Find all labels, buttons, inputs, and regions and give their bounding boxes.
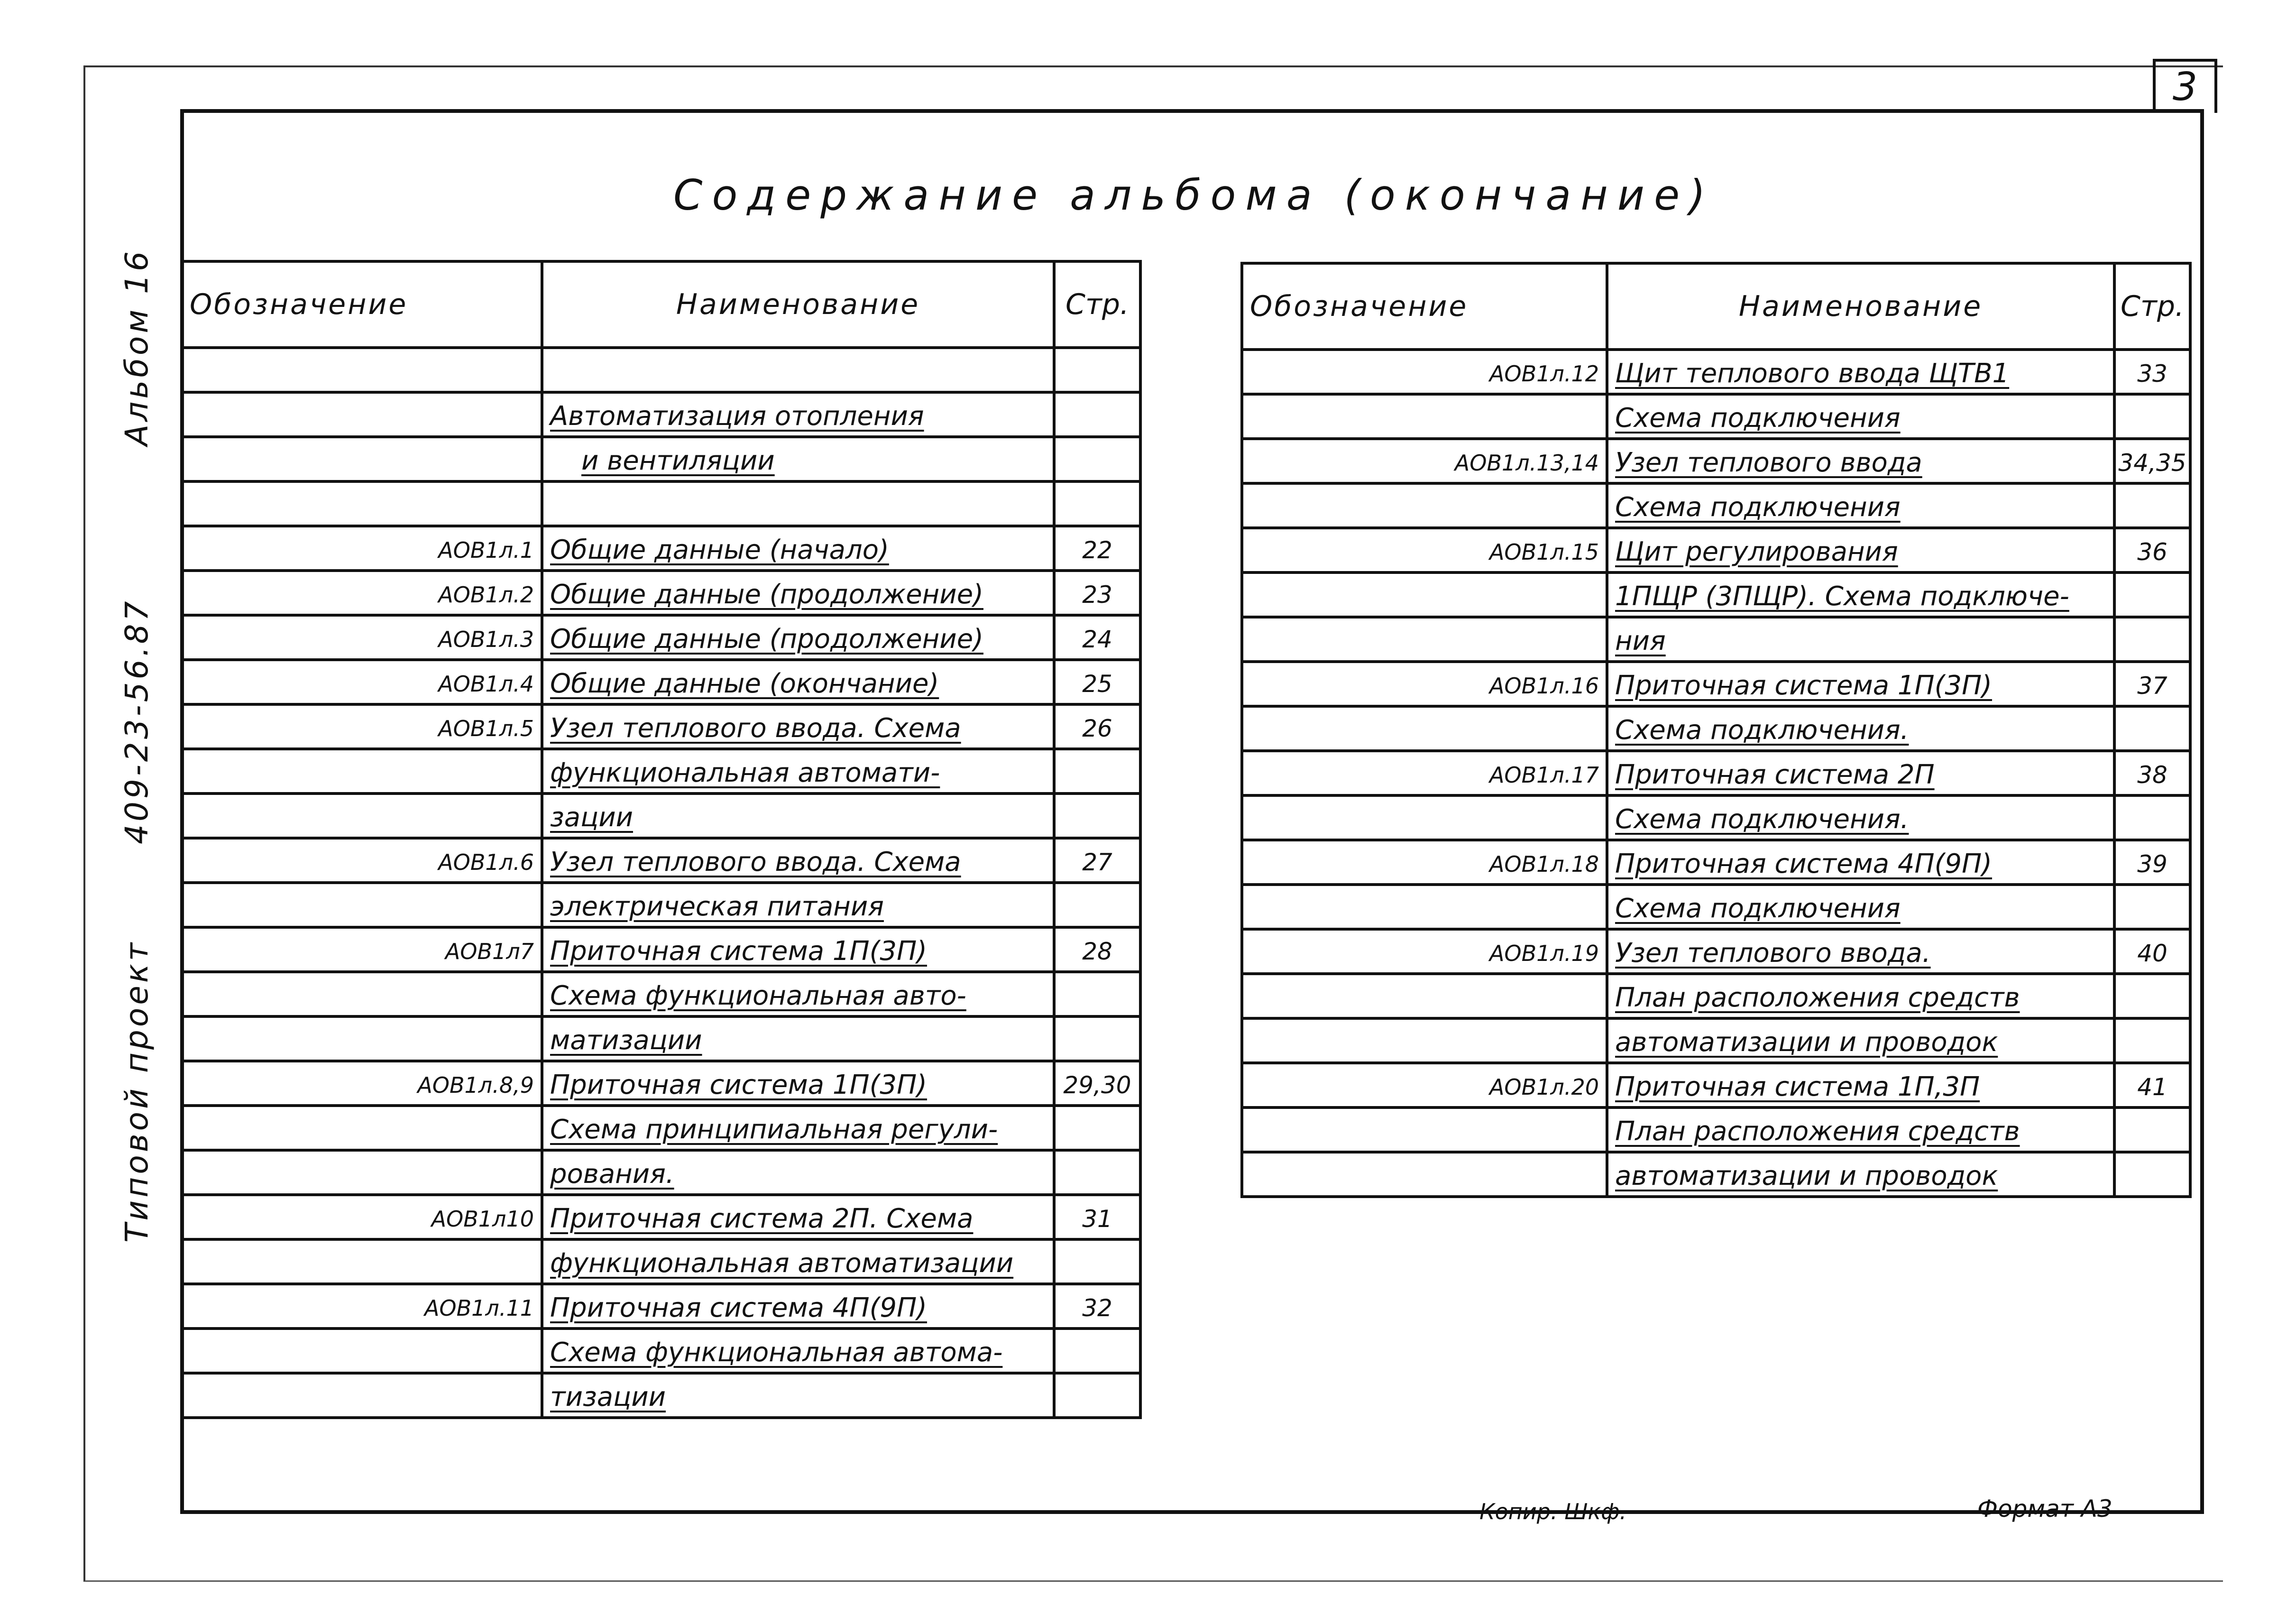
row-name: Приточная система 1П(3П) — [1607, 662, 2114, 706]
row-designation: АОВ1л.16 — [1242, 662, 1607, 706]
table-row — [182, 749, 1140, 794]
table-header-row — [1242, 263, 2190, 350]
row-name: ния — [1607, 617, 2114, 662]
table-row — [182, 1373, 1140, 1418]
row-page — [1054, 1373, 1140, 1418]
row-designation: АОВ1л.2 — [182, 571, 542, 615]
row-designation — [182, 1150, 542, 1195]
table-row — [182, 571, 1140, 615]
table-row — [182, 437, 1140, 481]
table-row — [182, 1239, 1140, 1284]
row-page: 29,30 — [1054, 1061, 1140, 1106]
header-designation: Обозначение — [182, 261, 542, 348]
row-designation — [1242, 706, 1607, 751]
row-page — [1054, 1016, 1140, 1061]
row-designation: АОВ1л.19 — [1242, 929, 1607, 974]
header-name: Наименование — [1607, 263, 2114, 350]
side-label-project: Типовой проект — [119, 940, 155, 1243]
row-page: 39 — [2114, 840, 2190, 885]
row-designation: АОВ1л.17 — [1242, 751, 1607, 795]
table-row — [1242, 617, 2190, 662]
row-name: Общие данные (продолжение) — [542, 615, 1054, 660]
row-name: Общие данные (продолжение) — [542, 571, 1054, 615]
row-page — [1054, 1150, 1140, 1195]
row-name: Узел теплового ввода. Схема — [542, 704, 1054, 749]
table-row — [182, 615, 1140, 660]
row-page — [2114, 1152, 2190, 1197]
header-page: Стр. — [2114, 263, 2190, 350]
table-row — [1242, 795, 2190, 840]
row-page: 33 — [2114, 350, 2190, 394]
row-name: функциональная автоматизации — [542, 1239, 1054, 1284]
row-designation: АОВ1л.11 — [182, 1284, 542, 1329]
row-page: 36 — [2114, 528, 2190, 572]
row-page — [1054, 1106, 1140, 1150]
row-designation: АОВ1л.12 — [1242, 350, 1607, 394]
row-designation: АОВ1л.8,9 — [182, 1061, 542, 1106]
row-page: 37 — [2114, 662, 2190, 706]
header-page: Стр. — [1054, 261, 1140, 348]
row-page: 31 — [1054, 1195, 1140, 1239]
row-designation — [1242, 1018, 1607, 1063]
row-page — [2114, 394, 2190, 439]
table-row — [1242, 929, 2190, 974]
row-designation — [182, 1239, 542, 1284]
row-page: 26 — [1054, 704, 1140, 749]
row-page — [2114, 572, 2190, 617]
table-row — [182, 660, 1140, 704]
row-designation — [182, 749, 542, 794]
table-header-row — [182, 261, 1140, 348]
table-row — [182, 392, 1140, 437]
row-name: тизации — [542, 1373, 1054, 1418]
row-page — [1054, 794, 1140, 838]
table-row — [1242, 662, 2190, 706]
section-title-line2: и вентиляции — [581, 445, 775, 476]
table-row — [182, 972, 1140, 1016]
row-designation: АОВ1л7 — [182, 927, 542, 972]
table-row — [182, 927, 1140, 972]
footer-format: Формат А3 — [1977, 1495, 2112, 1522]
section-title-line1: Автоматизация отопления — [550, 401, 924, 432]
row-page — [2114, 1018, 2190, 1063]
row-page: 40 — [2114, 929, 2190, 974]
row-page — [2114, 795, 2190, 840]
table-row — [182, 1061, 1140, 1106]
row-name: автоматизации и проводок — [1607, 1152, 2114, 1197]
row-name: Схема подключения — [1607, 394, 2114, 439]
footer-copied-note: Копир. Шкф. — [1479, 1499, 1627, 1524]
row-name: Схема принципиальная регули- — [542, 1106, 1054, 1150]
table-row — [182, 526, 1140, 571]
row-designation: АОВ1л10 — [182, 1195, 542, 1239]
row-name: Узел теплового ввода — [1607, 439, 2114, 483]
row-designation — [1242, 572, 1607, 617]
row-designation — [1242, 1107, 1607, 1152]
row-name: Общие данные (начало) — [542, 526, 1054, 571]
row-name: Приточная система 4П(9П) — [542, 1284, 1054, 1329]
table-row — [182, 1329, 1140, 1373]
header-designation: Обозначение — [1242, 263, 1607, 350]
row-name: Щит теплового ввода ЩТВ1 — [1607, 350, 2114, 394]
row-page — [2114, 1107, 2190, 1152]
row-page — [1054, 1329, 1140, 1373]
row-designation — [1242, 885, 1607, 929]
table-row — [182, 348, 1140, 392]
row-name: 1ПЩР (3ПЩР). Схема подключе- — [1607, 572, 2114, 617]
row-page — [1054, 883, 1140, 927]
contents-table-left — [180, 260, 1142, 1419]
contents-table-right — [1240, 262, 2192, 1198]
row-designation — [182, 1106, 542, 1150]
table-row — [182, 1016, 1140, 1061]
row-name: Приточная система 4П(9П) — [1607, 840, 2114, 885]
row-designation: АОВ1л.6 — [182, 838, 542, 883]
row-name: матизации — [542, 1016, 1054, 1061]
row-name: План расположения средств — [1607, 974, 2114, 1018]
row-designation: АОВ1л.20 — [1242, 1063, 1607, 1107]
row-page — [1054, 1239, 1140, 1284]
table-row — [1242, 1152, 2190, 1197]
table-row — [182, 883, 1140, 927]
row-designation: АОВ1л.1 — [182, 526, 542, 571]
table-row — [182, 704, 1140, 749]
row-name: Узел теплового ввода. Схема — [542, 838, 1054, 883]
row-page — [2114, 483, 2190, 528]
table-row — [1242, 1107, 2190, 1152]
row-designation — [1242, 795, 1607, 840]
row-page: 25 — [1054, 660, 1140, 704]
side-label-album: Альбом 16 — [119, 248, 155, 446]
row-designation — [1242, 483, 1607, 528]
table-row — [182, 481, 1140, 526]
row-name: автоматизации и проводок — [1607, 1018, 2114, 1063]
table-row — [182, 794, 1140, 838]
row-designation: АОВ1л.15 — [1242, 528, 1607, 572]
row-name: функциональная автомати- — [542, 749, 1054, 794]
row-name: Общие данные (окончание) — [542, 660, 1054, 704]
table-row — [1242, 1063, 2190, 1107]
row-designation — [182, 794, 542, 838]
row-name: Схема подключения. — [1607, 706, 2114, 751]
row-designation: АОВ1л.3 — [182, 615, 542, 660]
row-name: Приточная система 1П(3П) — [542, 1061, 1054, 1106]
row-designation — [1242, 1152, 1607, 1197]
row-designation — [182, 972, 542, 1016]
row-page — [2114, 974, 2190, 1018]
table-row — [182, 1195, 1140, 1239]
row-designation: АОВ1л.18 — [1242, 840, 1607, 885]
table-row — [182, 1106, 1140, 1150]
row-designation — [182, 1016, 542, 1061]
table-row — [1242, 483, 2190, 528]
row-page: 22 — [1054, 526, 1140, 571]
row-designation — [1242, 394, 1607, 439]
row-designation — [1242, 617, 1607, 662]
row-name: рования. — [542, 1150, 1054, 1195]
row-page: 38 — [2114, 751, 2190, 795]
row-name: Приточная система 1П,3П — [1607, 1063, 2114, 1107]
row-name: Схема подключения — [1607, 885, 2114, 929]
page-title: Содержание альбома (окончание) — [673, 171, 1715, 220]
row-page — [1054, 749, 1140, 794]
row-name: Приточная система 2П — [1607, 751, 2114, 795]
row-name: Схема подключения. — [1607, 795, 2114, 840]
row-designation: АОВ1л.4 — [182, 660, 542, 704]
table-row — [1242, 394, 2190, 439]
header-name: Наименование — [542, 261, 1054, 348]
row-name: зации — [542, 794, 1054, 838]
row-page: 23 — [1054, 571, 1140, 615]
row-designation: АОВ1л.5 — [182, 704, 542, 749]
row-designation — [1242, 974, 1607, 1018]
row-page: 34,35 — [2114, 439, 2190, 483]
row-page: 27 — [1054, 838, 1140, 883]
table-row — [1242, 1018, 2190, 1063]
row-name: План расположения средств — [1607, 1107, 2114, 1152]
table-row — [1242, 885, 2190, 929]
table-row — [1242, 840, 2190, 885]
table-row — [182, 1284, 1140, 1329]
row-page — [2114, 706, 2190, 751]
table-row — [1242, 528, 2190, 572]
row-page: 28 — [1054, 927, 1140, 972]
table-row — [1242, 350, 2190, 394]
row-name: Схема функциональная автома- — [542, 1329, 1054, 1373]
row-name: электрическая питания — [542, 883, 1054, 927]
table-row — [1242, 572, 2190, 617]
table-row — [182, 1150, 1140, 1195]
row-name: Схема подключения — [1607, 483, 2114, 528]
table-row — [182, 838, 1140, 883]
row-designation — [182, 883, 542, 927]
table-row — [1242, 706, 2190, 751]
row-page — [2114, 885, 2190, 929]
side-label-code: 409-23-56.87 — [119, 598, 155, 844]
row-page: 41 — [2114, 1063, 2190, 1107]
row-designation: АОВ1л.13,14 — [1242, 439, 1607, 483]
row-page — [1054, 972, 1140, 1016]
row-designation — [182, 1329, 542, 1373]
row-page: 32 — [1054, 1284, 1140, 1329]
table-row — [1242, 439, 2190, 483]
table-row — [1242, 751, 2190, 795]
row-page: 24 — [1054, 615, 1140, 660]
table-row — [1242, 974, 2190, 1018]
page-number: 3 — [2153, 59, 2217, 113]
row-name: Щит регулирования — [1607, 528, 2114, 572]
row-name: Приточная система 2П. Схема — [542, 1195, 1054, 1239]
row-page — [2114, 617, 2190, 662]
row-name: Схема функциональная авто- — [542, 972, 1054, 1016]
row-name: Узел теплового ввода. — [1607, 929, 2114, 974]
row-designation — [182, 1373, 542, 1418]
row-name: Приточная система 1П(3П) — [542, 927, 1054, 972]
